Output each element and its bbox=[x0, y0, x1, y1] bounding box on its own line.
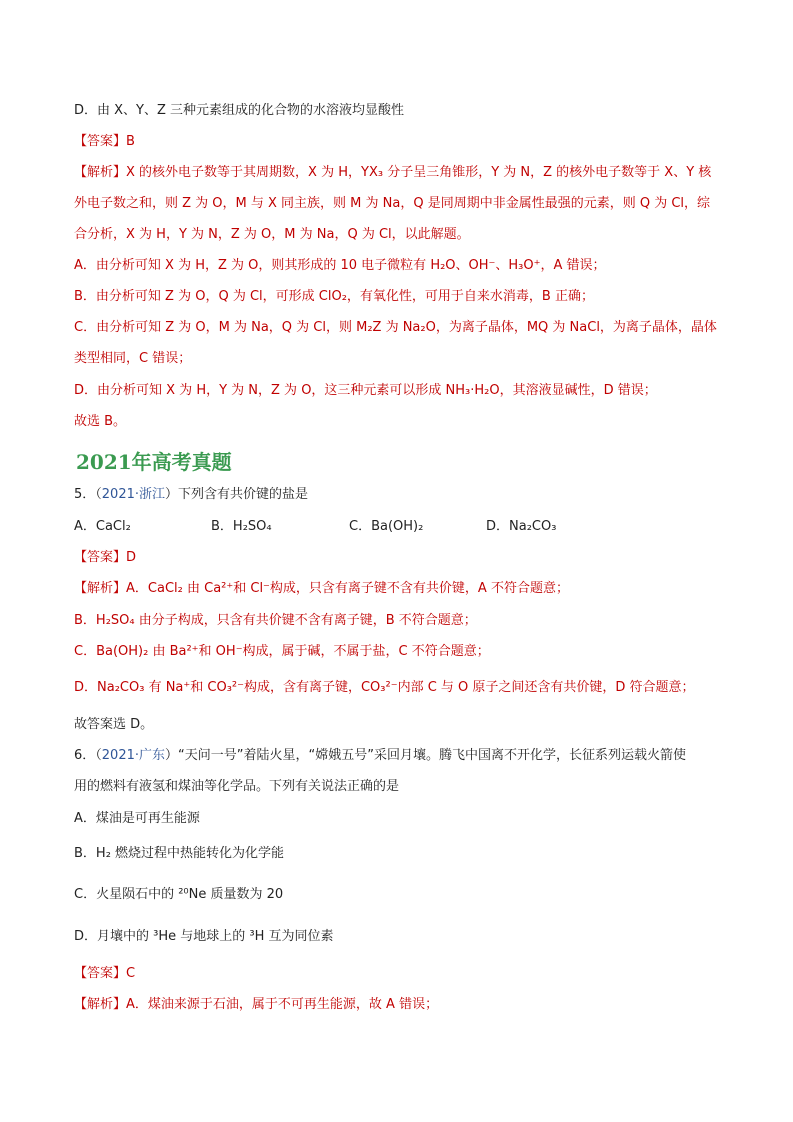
question-5-stem bbox=[74, 486, 724, 504]
q6-option-d: D．月壤中的 ³He 与地球上的 ³H 互为同位素 bbox=[74, 929, 334, 944]
analysis-line-1 bbox=[74, 164, 724, 182]
q6-analysis-a bbox=[74, 996, 724, 1014]
analysis-line-c1: C．由分析可知 Z 为 O，M 为 Na，Q 为 Cl，则 M₂Z 为 Na₂O，为离子晶体，MQ 为 NaCl，为离子晶体，晶体 bbox=[74, 320, 717, 335]
q5-option-c: C．Ba(OH)₂ bbox=[349, 519, 424, 534]
q6-stem-text-1: ）“天问一号”着陆火星，“嫦娥五号”采回月壤。腾飞中国离不开化学，长征系列运载火箭使 bbox=[165, 748, 686, 763]
q5-answer-tag: 【答案】 bbox=[74, 550, 127, 565]
analysis-text: X 的核外电子数等于其周期数，X 为 H，YX₃ 分子呈三角锥形，Y 为 N，Z 的核外电子数等于 X、Y 核 bbox=[126, 165, 712, 180]
q5-source: 2021·浙江 bbox=[101, 487, 165, 502]
q5-option-d: D．Na₂CO₃ bbox=[486, 519, 557, 534]
analysis-line-c2: 类型相同，C 错误； bbox=[74, 351, 192, 366]
q6-option-c: C．火星陨石中的 ²⁰Ne 质量数为 20 bbox=[74, 887, 284, 902]
q6-analysis-a-text: A．煤油来源于石油，属于不可再生能源，故 A 错误； bbox=[126, 997, 439, 1012]
q5-answer-line bbox=[74, 549, 724, 567]
analysis-line-b: B．由分析可知 Z 为 O，Q 为 Cl，可形成 ClO₂，有氧化性，可用于自来水消毒，B 正确； bbox=[74, 289, 594, 304]
q5-options bbox=[74, 518, 724, 536]
q6-number: 6．（ bbox=[74, 748, 102, 763]
question-6-stem-1 bbox=[74, 747, 724, 765]
option-d-line: D．由 X、Y、Z 三种元素组成的化合物的水溶液均显酸性 bbox=[74, 103, 405, 118]
q5-conclusion: 故答案选 D。 bbox=[74, 717, 154, 732]
q5-analysis-tag: 【解析】 bbox=[74, 581, 127, 596]
analysis-conclusion: 故选 B。 bbox=[74, 414, 127, 429]
q5-number: 5．（ bbox=[74, 487, 102, 502]
q5-analysis-c: C．Ba(OH)₂ 由 Ba²⁺和 OH⁻构成，属于碱，不属于盐，C 不符合题意； bbox=[74, 644, 490, 659]
analysis-line-d: D．由分析可知 X 为 H，Y 为 N，Z 为 O，这三种元素可以形成 NH₃·H₂O，其溶液显碱性，D 错误； bbox=[74, 383, 657, 398]
q5-analysis-a-text: A．CaCl₂ 由 Ca²⁺和 Cl⁻构成，只含有离子键不含有共价键，A 不符合题意； bbox=[126, 581, 569, 596]
q5-option-b: B．H₂SO₄ bbox=[211, 519, 272, 534]
q6-source: 2021·广东 bbox=[101, 748, 165, 763]
q5-analysis-a bbox=[74, 580, 724, 598]
answer-line bbox=[74, 133, 724, 151]
analysis-line-a: A．由分析可知 X 为 H，Z 为 O，则其形成的 10 电子微粒有 H₂O、OH⁻、H₃O⁺，A 错误； bbox=[74, 258, 606, 273]
analysis-line-3: 合分析，X 为 H，Y 为 N，Z 为 O，M 为 Na，Q 为 Cl，以此解题。 bbox=[74, 227, 470, 242]
q6-answer-tag: 【答案】 bbox=[74, 966, 127, 981]
q5-answer-value: D bbox=[126, 550, 137, 565]
q5-stem-text: ）下列含有共价键的盐是 bbox=[165, 487, 309, 502]
q5-analysis-b: B．H₂SO₄ 由分子构成，只含有共价键不含有离子键，B 不符合题意； bbox=[74, 613, 477, 628]
answer-value: B bbox=[126, 134, 135, 149]
analysis-tag: 【解析】 bbox=[74, 165, 127, 180]
q6-answer-value: C bbox=[126, 966, 136, 981]
q5-option-a: A．CaCl₂ bbox=[74, 519, 131, 534]
section-heading: 2021年高考真题 bbox=[76, 450, 232, 474]
q6-analysis-tag: 【解析】 bbox=[74, 997, 127, 1012]
answer-tag: 【答案】 bbox=[74, 134, 127, 149]
q6-option-b: B．H₂ 燃烧过程中热能转化为化学能 bbox=[74, 846, 285, 861]
q6-answer-line bbox=[74, 965, 724, 983]
question-6-stem-2: 用的燃料有液氢和煤油等化学品。下列有关说法正确的是 bbox=[74, 779, 400, 794]
analysis-line-2: 外电子数之和，则 Z 为 O，M 与 X 同主族，则 M 为 Na，Q 是同周期中非金属性最强的元素，则 Q 为 Cl，综 bbox=[74, 196, 711, 211]
q5-analysis-d: D．Na₂CO₃ 有 Na⁺和 CO₃²⁻构成，含有离子键，CO₃²⁻内部 C 与 O 原子之间还含有共价键，D 符合题意； bbox=[74, 680, 695, 695]
q6-option-a: A．煤油是可再生能源 bbox=[74, 811, 200, 826]
